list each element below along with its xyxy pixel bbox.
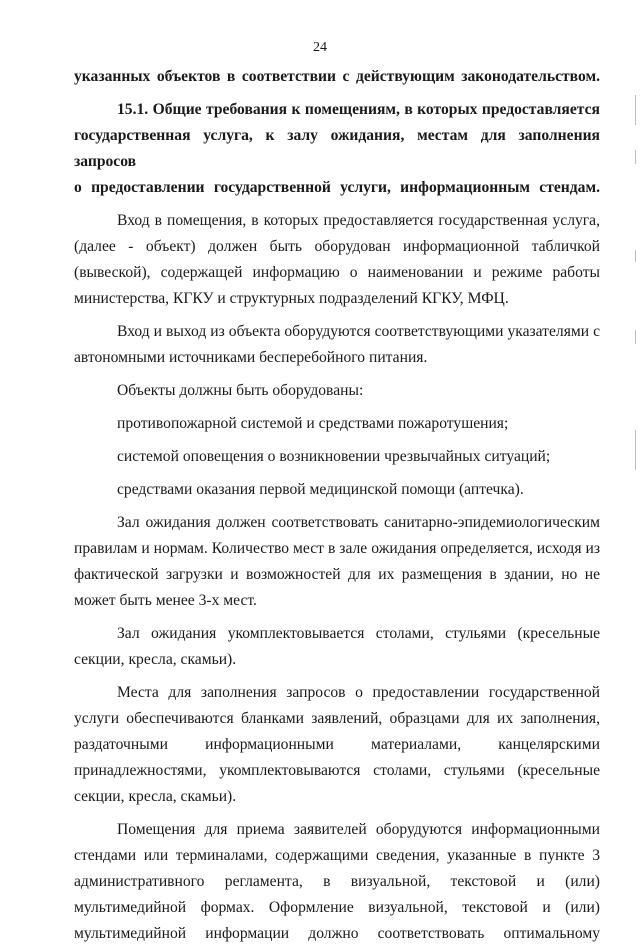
heading-line: 15.1. Общие требования к помещениям, в которых предоставляется [117, 101, 600, 118]
text-line: Зал ожидания укомплектовывается столами, стульями (кресельные [117, 625, 600, 642]
heading-line: государственная услуга, к залу ожидания, местам для заполнения запросов [74, 127, 600, 170]
text-line: стендами или терминалами, содержащими сведения, указанные в пункте 3 [74, 847, 600, 864]
text-line: министерства, КГКУ и структурных подразделений КГКУ, МФЦ. [74, 290, 509, 307]
paragraph-waiting-hall-furniture [74, 621, 600, 673]
scan-edge-mark [635, 150, 636, 164]
text-line: раздаточными информационными материалами, канцелярскими [74, 736, 600, 753]
text-line: может быть менее 3-х мест. [74, 592, 257, 609]
text-line: автономными источниками бесперебойного питания. [74, 349, 428, 366]
paragraph-continuation [74, 64, 600, 90]
text-line: (далее - объект) должен быть оборудован информационной табличкой [74, 238, 600, 255]
text-line: секции, кресла, скамьи). [74, 651, 237, 668]
text-line: правилам и нормам. Количество мест в зале ожидания определяется, исходя из [74, 540, 600, 557]
scan-edge-mark [635, 95, 636, 125]
text-line: принадлежностями, укомплектовываются столами, стульями (кресельные [74, 762, 600, 779]
paragraph-request-places [74, 680, 600, 810]
heading-line: о предоставлении государственной услуги, информационным стендам. [74, 179, 600, 196]
list-intro: Объекты должны быть оборудованы: [117, 382, 364, 399]
text-line: Места для заполнения запросов о предоставлении государственной [117, 684, 600, 701]
text-line: мультимедийной формах. Оформление визуальной, текстовой и (или) [74, 899, 600, 916]
text-line: фактической загрузки и возможностей для их размещения в здании, но не [74, 566, 600, 583]
text-line: Вход и выход из объекта оборудуются соответствующими указателями с [117, 323, 600, 340]
scan-edge-artifact [626, 0, 640, 905]
text-line: услуги обеспечиваются бланками заявлений, образцами для их заполнения, [74, 710, 600, 727]
paragraph-entrance-exit [74, 319, 600, 371]
paragraph-waiting-hall [74, 510, 600, 614]
text-line: Зал ожидания должен соответствовать санитарно-эпидемиологическим [117, 514, 600, 531]
document-body [74, 64, 600, 947]
scan-edge-mark [635, 250, 636, 262]
text-line: указанных объектов в соответствии с действующим законодательством. [74, 68, 600, 85]
list-item: противопожарной системой и средствами пожаротушения; [117, 415, 509, 432]
paragraph-reception-rooms [74, 817, 600, 947]
text-line: (вывеской), содержащей информацию о наименовании и режиме работы [74, 264, 600, 281]
scan-edge-mark [635, 430, 636, 470]
text-line: мультимедийной информации должно соответствовать оптимальному [74, 925, 600, 942]
list-item: системой оповещения о возникновении чрезвычайных ситуаций; [117, 448, 551, 465]
scan-edge-mark [635, 330, 636, 344]
text-line: секции, кресла, скамьи). [74, 788, 237, 805]
section-heading-15-1 [74, 97, 600, 201]
page-number: 24 [313, 40, 327, 55]
text-line: административного регламента, в визуальной, текстовой и (или) [74, 873, 600, 890]
text-line: Помещения для приема заявителей оборудуются информационными [117, 821, 600, 838]
text-line: Вход в помещения, в которых предоставляется государственная услуга, [117, 212, 600, 229]
paragraph-entrance-sign [74, 208, 600, 312]
list-item: средствами оказания первой медицинской помощи (аптечка). [117, 481, 524, 498]
